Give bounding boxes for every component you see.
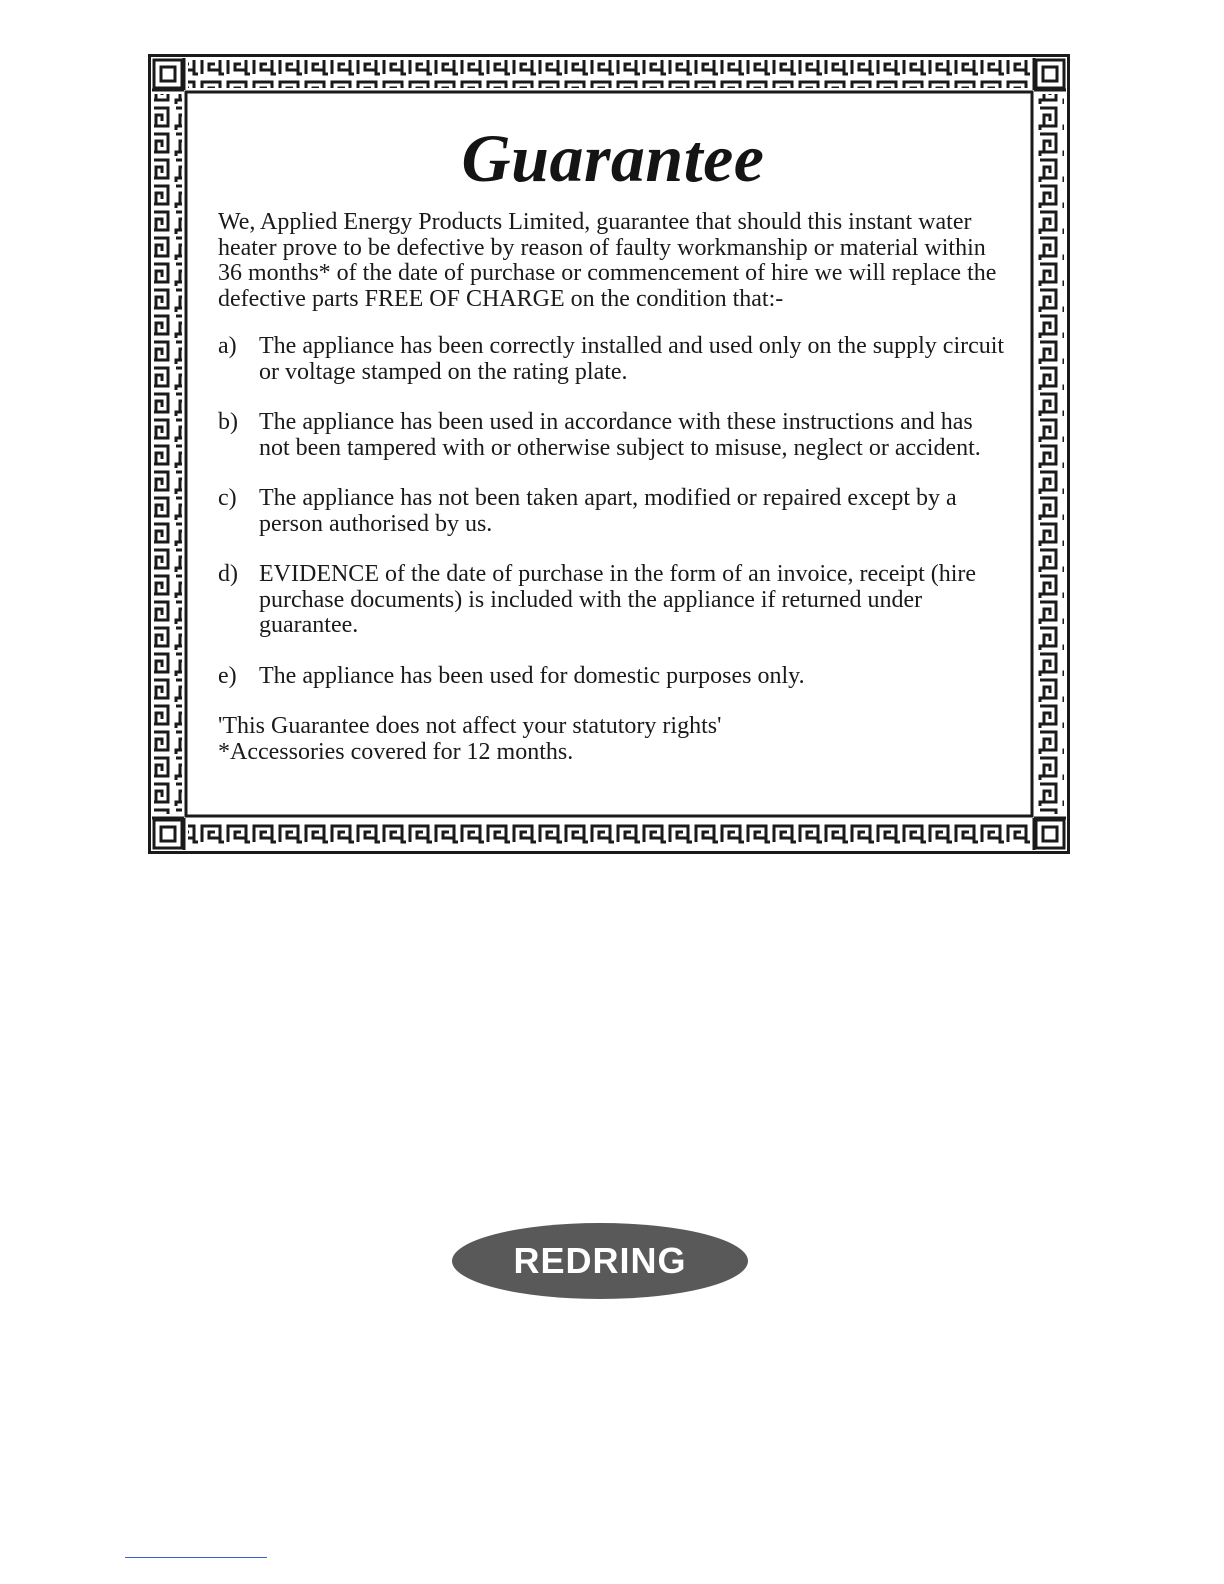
accessories-note: *Accessories covered for 12 months. <box>218 738 574 765</box>
greek-key-border-frame <box>148 54 1070 854</box>
statutory-rights-note: 'This Guarantee does not affect your statutory rights' <box>218 713 722 739</box>
condition-label: a) <box>218 333 237 359</box>
condition-text: The appliance has been used in accordance with these instructions and has not been tampered with or otherwise subject to misuse, neglect or accident. <box>259 409 981 461</box>
redring-logo-mark <box>451 1222 749 1300</box>
condition-item-a <box>218 334 1008 385</box>
logo-wordmark: REDRING <box>513 1240 687 1281</box>
condition-label: c) <box>218 485 237 511</box>
condition-item-e <box>218 664 1008 690</box>
condition-label: b) <box>218 409 238 435</box>
condition-text: The appliance has been used for domestic purposes only. <box>259 662 805 689</box>
guarantee-content <box>218 120 1008 765</box>
condition-text: The appliance has not been taken apart, modified or repaired except by a person authorised by us. <box>259 485 957 537</box>
guarantee-intro: We, Applied Energy Products Limited, guarantee that should this instant water heater prove to be defective by reason of faulty workmanship or material within 36 months* of the date of purchase or commencement of hire we will replace the defective parts FREE OF CHARGE on the condition that:- <box>218 209 997 312</box>
footnotes <box>218 714 1008 765</box>
page-title: Guarantee <box>461 120 765 196</box>
condition-text: EVIDENCE of the date of purchase in the form of an invoice, receipt (hire purchase documents) is included with the appliance if returned under guarantee. <box>259 561 977 638</box>
condition-item-b <box>218 410 1008 461</box>
footer-rule <box>125 1557 267 1558</box>
redring-logo <box>451 1222 749 1300</box>
condition-text: The appliance has been correctly installed and used only on the supply circuit or voltage stamped on the rating plate. <box>259 333 1005 385</box>
condition-item-c <box>218 486 1008 537</box>
condition-label: d) <box>218 561 238 587</box>
condition-label: e) <box>218 662 237 689</box>
condition-item-d <box>218 562 1008 639</box>
